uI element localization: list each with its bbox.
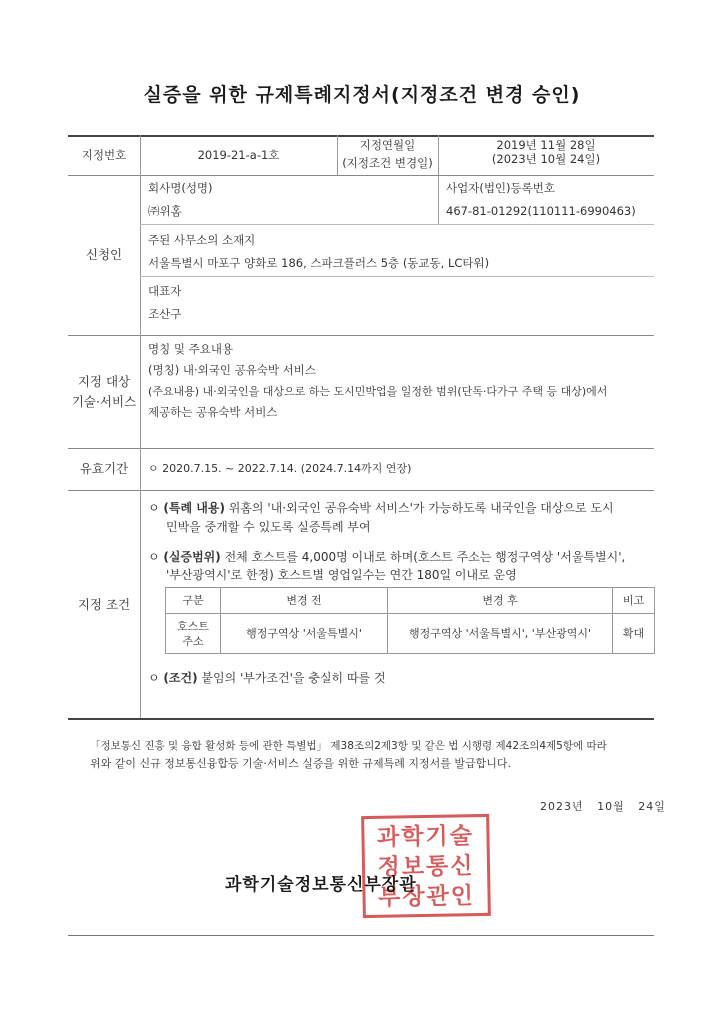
condition-change-date-value: (2023년 10월 24일)	[491, 152, 601, 166]
seal-line-3: 부장관인	[377, 882, 476, 911]
target-heading: 명칭 및 주요내용	[148, 342, 234, 356]
row-label-line-1: 호스트	[177, 619, 209, 633]
condition-change-date-label: (지정조건 변경일)	[342, 156, 433, 170]
applicant-section-label: 신청인	[85, 247, 123, 262]
designation-number-value: 2019-21-a-1호	[197, 148, 280, 162]
document-title: 실증을 위한 규제특례지정서(지정조건 변경 승인)	[143, 84, 581, 106]
condition-1-key: (특례 내용)	[163, 501, 225, 515]
label-column-divider	[140, 135, 141, 718]
bullet-icon: ㅇ	[148, 550, 160, 564]
col-header-before: 변경 전	[221, 588, 388, 614]
condition-item-3	[148, 670, 386, 686]
row-label	[166, 614, 221, 654]
target-section-label-1: 지정 대상	[77, 374, 131, 389]
table-header-row	[166, 588, 655, 614]
office-address-label: 주된 사무소의 소재지	[148, 233, 256, 247]
applicant-divider	[438, 176, 439, 224]
business-reg-number-label: 사업자(법인)등록번호	[446, 181, 555, 195]
official-seal-stamp	[361, 814, 491, 918]
col-header-after: 변경 후	[388, 588, 613, 614]
company-name-value: ㈜위홈	[148, 204, 182, 218]
bottom-rule	[68, 935, 654, 936]
table-row	[166, 614, 655, 654]
condition-item-2-cont: '부산광역시'로 한정) 호스트별 영업일수는 연간 180일 이내로 운영	[166, 568, 517, 582]
condition-2-text: 전체 호스트를 4,000명 이내로 하며(호스트 주소는 행정구역상 '서울특별시',	[220, 550, 626, 564]
condition-3-key: (조건)	[163, 671, 198, 685]
representative-label: 대표자	[148, 284, 182, 298]
note-value: 확대	[613, 614, 655, 654]
condition-item-2	[148, 549, 625, 565]
change-comparison-table	[165, 587, 655, 654]
business-reg-number-value: 467-81-01292(110111-6990463)	[446, 204, 636, 218]
company-name-label: 회사명(성명)	[148, 181, 213, 195]
row-label-line-2: 주소	[182, 634, 204, 648]
target-row-border	[68, 448, 654, 449]
service-content-line-1: (주요내용) 내·외국인을 대상으로 하는 도시민박업을 일정한 범위(단독·다가구 주택 등 대상)에서	[148, 385, 608, 398]
designation-date-value: 2019년 11월 28일	[496, 138, 596, 152]
office-address-value: 서울특별시 마포구 양화로 186, 스파크플러스 5층 (동교동, LC타워)	[148, 256, 490, 270]
conditions-section-label: 지정 조건	[77, 597, 131, 612]
validity-period: ㅇ 2020.7.15. ~ 2022.7.14. (2024.7.14까지 연장)	[148, 462, 412, 475]
designation-number-label: 지정번호	[81, 148, 127, 162]
condition-item-1-cont: 민박을 중개할 수 있도록 실증특례 부여	[166, 520, 371, 534]
legal-basis-text	[90, 737, 670, 773]
legal-basis-line-2: 위와 같이 신규 정보통신융합등 기술·서비스 실증을 위한 규제특례 지정서를 발급합니다.	[90, 757, 511, 770]
seal-line-1: 과학기술	[376, 822, 475, 851]
issue-date: 2023년 10월 24일	[540, 800, 666, 813]
condition-3-text: 붙임의 '부가조건'을 충실히 따를 것	[197, 671, 386, 685]
col-header-category: 구분	[166, 588, 221, 614]
representative-value: 조산구	[148, 307, 182, 321]
applicant-inner-rule-2	[140, 276, 654, 277]
header-row-border	[68, 175, 654, 176]
issuing-authority: 과학기술정보통신부장관	[225, 875, 417, 895]
seal-line-2: 정보통신	[377, 852, 475, 881]
bullet-icon: ㅇ	[148, 501, 160, 515]
col-header-note: 비고	[613, 588, 655, 614]
target-section-label-2: 기술·서비스	[71, 394, 137, 409]
before-value: 행정구역상 '서울특별시'	[221, 614, 388, 654]
validity-section-label: 유효기간	[79, 461, 129, 476]
applicant-row-border	[68, 335, 654, 336]
table-bottom-border	[68, 718, 654, 720]
after-value: 행정구역상 '서울특별시', '부산광역시'	[388, 614, 613, 654]
condition-2-key: (실증범위)	[163, 550, 221, 564]
designation-date-label: 지정연월일	[359, 138, 416, 152]
legal-basis-line-1: 「정보통신 진흥 및 융합 활성화 등에 관한 특별법」 제38조의2제3항 및 같은 법 시행령 제42조의4제5항에 따라	[90, 740, 607, 752]
condition-1-text: 위홈의 '내·외국인 공유숙박 서비스'가 가능하도록 내국인을 대상으로 도시	[224, 501, 614, 515]
bullet-icon: ㅇ	[148, 671, 160, 685]
service-content-line-2: 제공하는 공유숙박 서비스	[148, 405, 278, 419]
validity-row-border	[68, 490, 654, 491]
condition-item-1	[148, 500, 614, 516]
applicant-inner-rule-1	[140, 224, 654, 225]
service-name: (명칭) 내·외국인 공유숙박 서비스	[148, 363, 317, 377]
